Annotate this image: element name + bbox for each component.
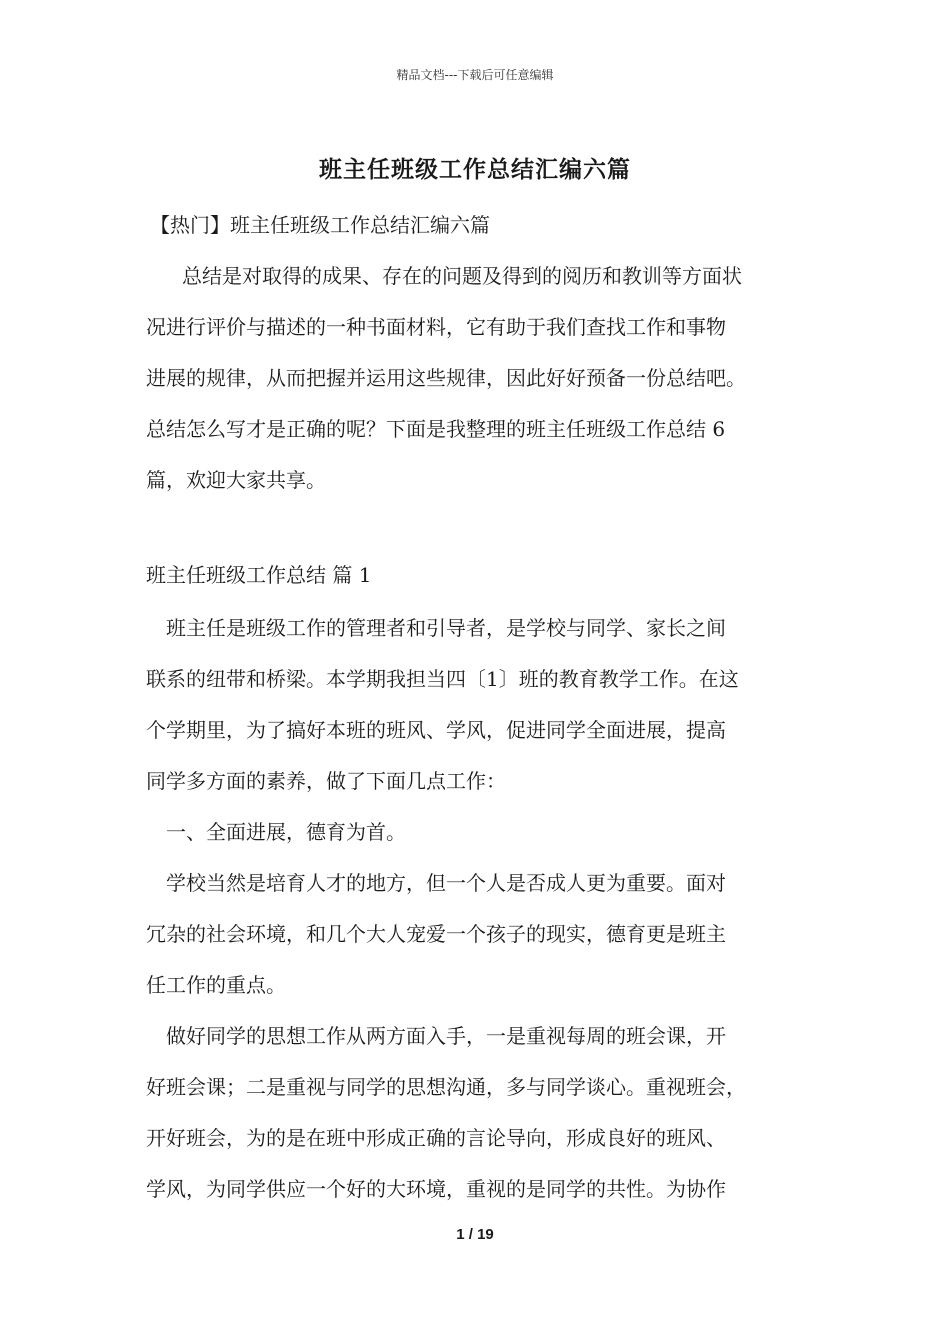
intro-line: 总结怎么写才是正确的呢？下面是我整理的班主任班级工作总结 6 xyxy=(146,417,726,441)
paragraph-line: 做好同学的思想工作从两方面入手，一是重视每周的班会课，开 xyxy=(166,1024,726,1048)
paragraph-line: 同学多方面的素养，做了下面几点工作： xyxy=(146,769,506,793)
document-title: 班主任班级工作总结汇编六篇 xyxy=(319,156,631,183)
paragraph-line: 学风，为同学供应一个好的大环境，重视的是同学的共性。为协作 xyxy=(146,1177,726,1201)
page-number: 1 / 19 xyxy=(456,1226,494,1243)
document-body xyxy=(146,200,826,1215)
intro-line: 篇，欢迎大家共享。 xyxy=(146,468,326,492)
section-heading: 班主任班级工作总结 篇 1 xyxy=(146,563,372,587)
paragraph-line: 任工作的重点。 xyxy=(146,973,286,997)
intro-line: 况进行评价与描述的一种书面材料，它有助于我们查找工作和事物 xyxy=(146,315,726,339)
paragraph-line: 班主任是班级工作的管理者和引导者，是学校与同学、家长之间 xyxy=(166,616,726,640)
paragraph-line: 开好班会，为的是在班中形成正确的言论导向，形成良好的班风、 xyxy=(146,1126,726,1150)
header-note: 精品文档---下载后可任意编辑 xyxy=(396,68,554,82)
paragraph-line: 冗杂的社会环境，和几个大人宠爱一个孩子的现实，德育更是班主 xyxy=(146,922,726,946)
paragraph-line: 联系的纽带和桥梁。本学期我担当四〔1〕班的教育教学工作。在这 xyxy=(146,667,739,691)
intro-line: 总结是对取得的成果、存在的问题及得到的阅历和教训等方面状 xyxy=(182,264,742,288)
paragraph-line: 个学期里，为了搞好本班的班风、学风，促进同学全面进展，提高 xyxy=(146,718,726,742)
intro-line: 进展的规律，从而把握并运用这些规律，因此好好预备一份总结吧。 xyxy=(146,366,746,390)
paragraph-line: 好班会课；二是重视与同学的思想沟通，多与同学谈心。重视班会， xyxy=(146,1075,746,1099)
subtitle-line: 【热门】班主任班级工作总结汇编六篇 xyxy=(150,213,490,237)
point-heading: 一、全面进展，德育为首。 xyxy=(166,820,406,844)
paragraph-line: 学校当然是培育人才的地方，但一个人是否成人更为重要。面对 xyxy=(166,871,726,895)
